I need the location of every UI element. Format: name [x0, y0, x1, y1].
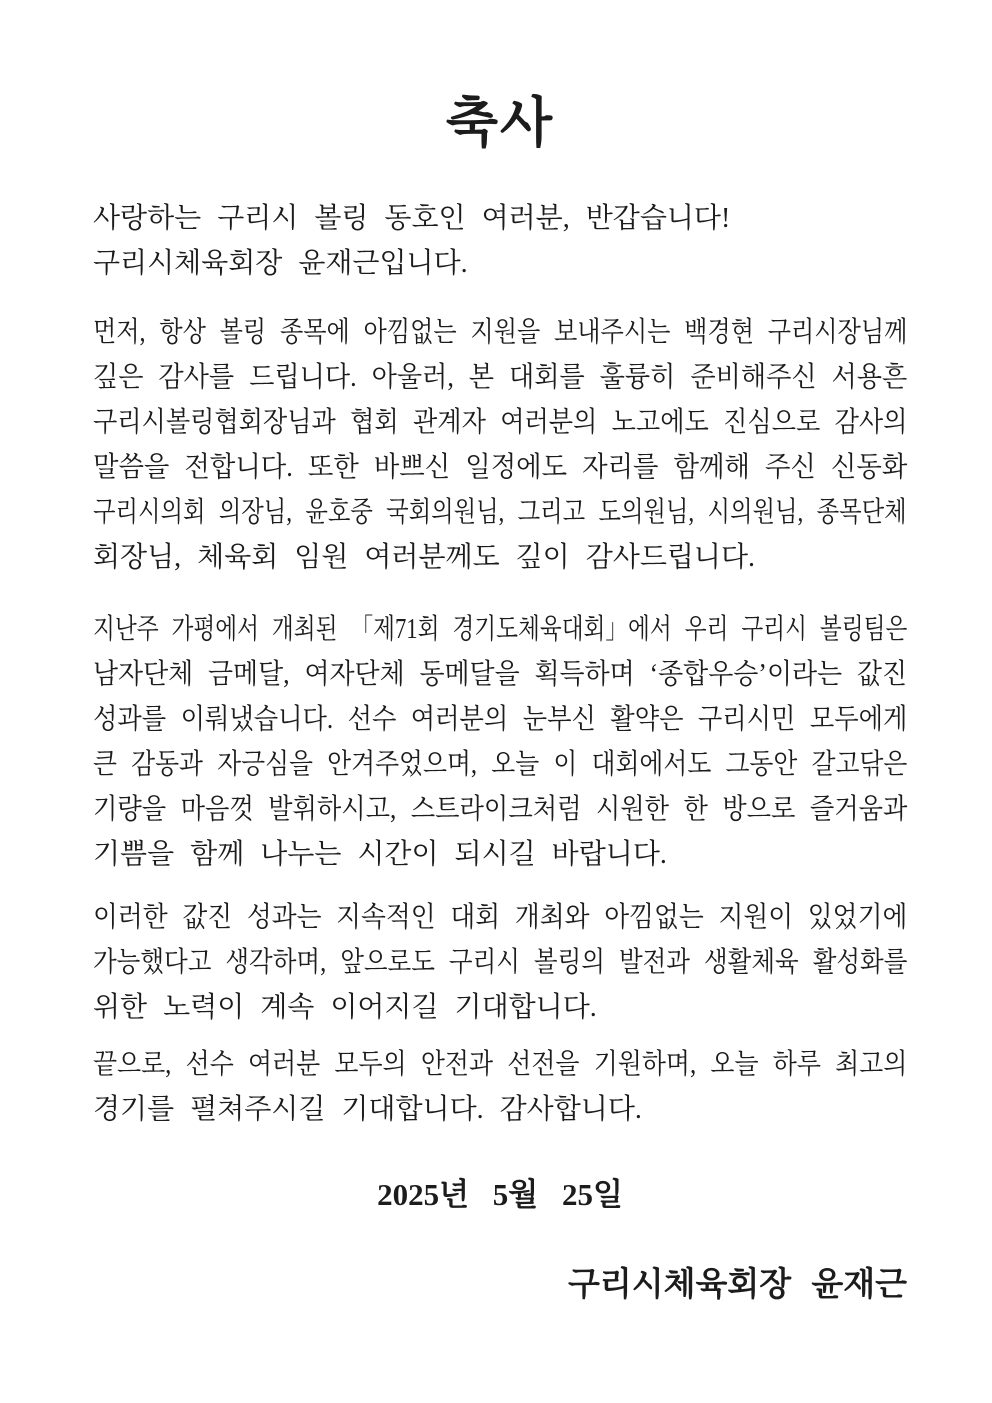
body-line: 큰 감동과 자긍심을 안겨주었으며, 오늘 이 대회에서도 그동안 갈고닦은: [93, 749, 908, 780]
body-line: 남자단체 금메달, 여자단체 동메달을 획득하며 ‘종합우승’이라는 값진: [93, 659, 907, 690]
paragraph-greeting: [93, 196, 907, 286]
body-line: 사랑하는 구리시 볼링 동호인 여러분, 반갑습니다!: [93, 203, 731, 234]
paragraph-thanks: [93, 310, 907, 580]
paragraph-closing: [93, 1042, 907, 1132]
body-line: 가능했다고 생각하며, 앞으로도 구리시 볼링의 발전과 생활체육 활성화를: [93, 947, 908, 978]
body-line: 구리시체육회장 윤재근입니다.: [93, 248, 468, 279]
body-line: 기량을 마음껏 발휘하시고, 스트라이크처럼 시원한 한 방으로 즐거움과: [93, 794, 908, 825]
signature-text: 구리시체육회장 윤재근: [567, 1267, 907, 1303]
body-line: 경기를 펼쳐주시길 기대합니다. 감사합니다.: [93, 1094, 642, 1125]
body-line: 이러한 값진 성과는 지속적인 대회 개최와 아낌없는 지원이 있었기에: [93, 902, 908, 933]
body-line: 말씀을 전합니다. 또한 바쁘신 일정에도 자리를 함께해 주신 신동화: [93, 452, 908, 483]
body-line: 끝으로, 선수 여러분 모두의 안전과 선전을 기원하며, 오늘 하루 최고의: [93, 1049, 908, 1080]
paragraph-wish: [93, 895, 907, 1030]
body-line: 기쁨을 함께 나누는 시간이 되시길 바랍니다.: [93, 839, 667, 870]
body-line: 구리시의회 의장님, 윤호중 국회의원님, 그리고 도의원님, 시의원님, 종목단체: [93, 497, 907, 528]
date-text: 2025년 5월 25일: [377, 1177, 623, 1212]
paragraph-achievement: [93, 607, 907, 877]
body-line: 성과를 이뤄냈습니다. 선수 여러분의 눈부신 활약은 구리시민 모두에게: [93, 704, 908, 735]
document-title: 축사: [445, 93, 555, 153]
body-line: 지난주 가평에서 개최된 「제71회 경기도체육대회」에서 우리 구리시 볼링팀은: [93, 614, 908, 645]
body-line: 위한 노력이 계속 이어지길 기대합니다.: [93, 992, 597, 1023]
body-line: 깊은 감사를 드립니다. 아울러, 본 대회를 훌륭히 준비해주신 서용흔: [93, 362, 908, 393]
body-line: 먼저, 항상 볼링 종목에 아낌없는 지원을 보내주시는 백경현 구리시장님께: [93, 317, 908, 348]
body-line: 구리시볼링협회장님과 협회 관계자 여러분의 노고에도 진심으로 감사의: [93, 407, 908, 438]
body-line: 회장님, 체육회 임원 여러분께도 깊이 감사드립니다.: [93, 542, 756, 573]
